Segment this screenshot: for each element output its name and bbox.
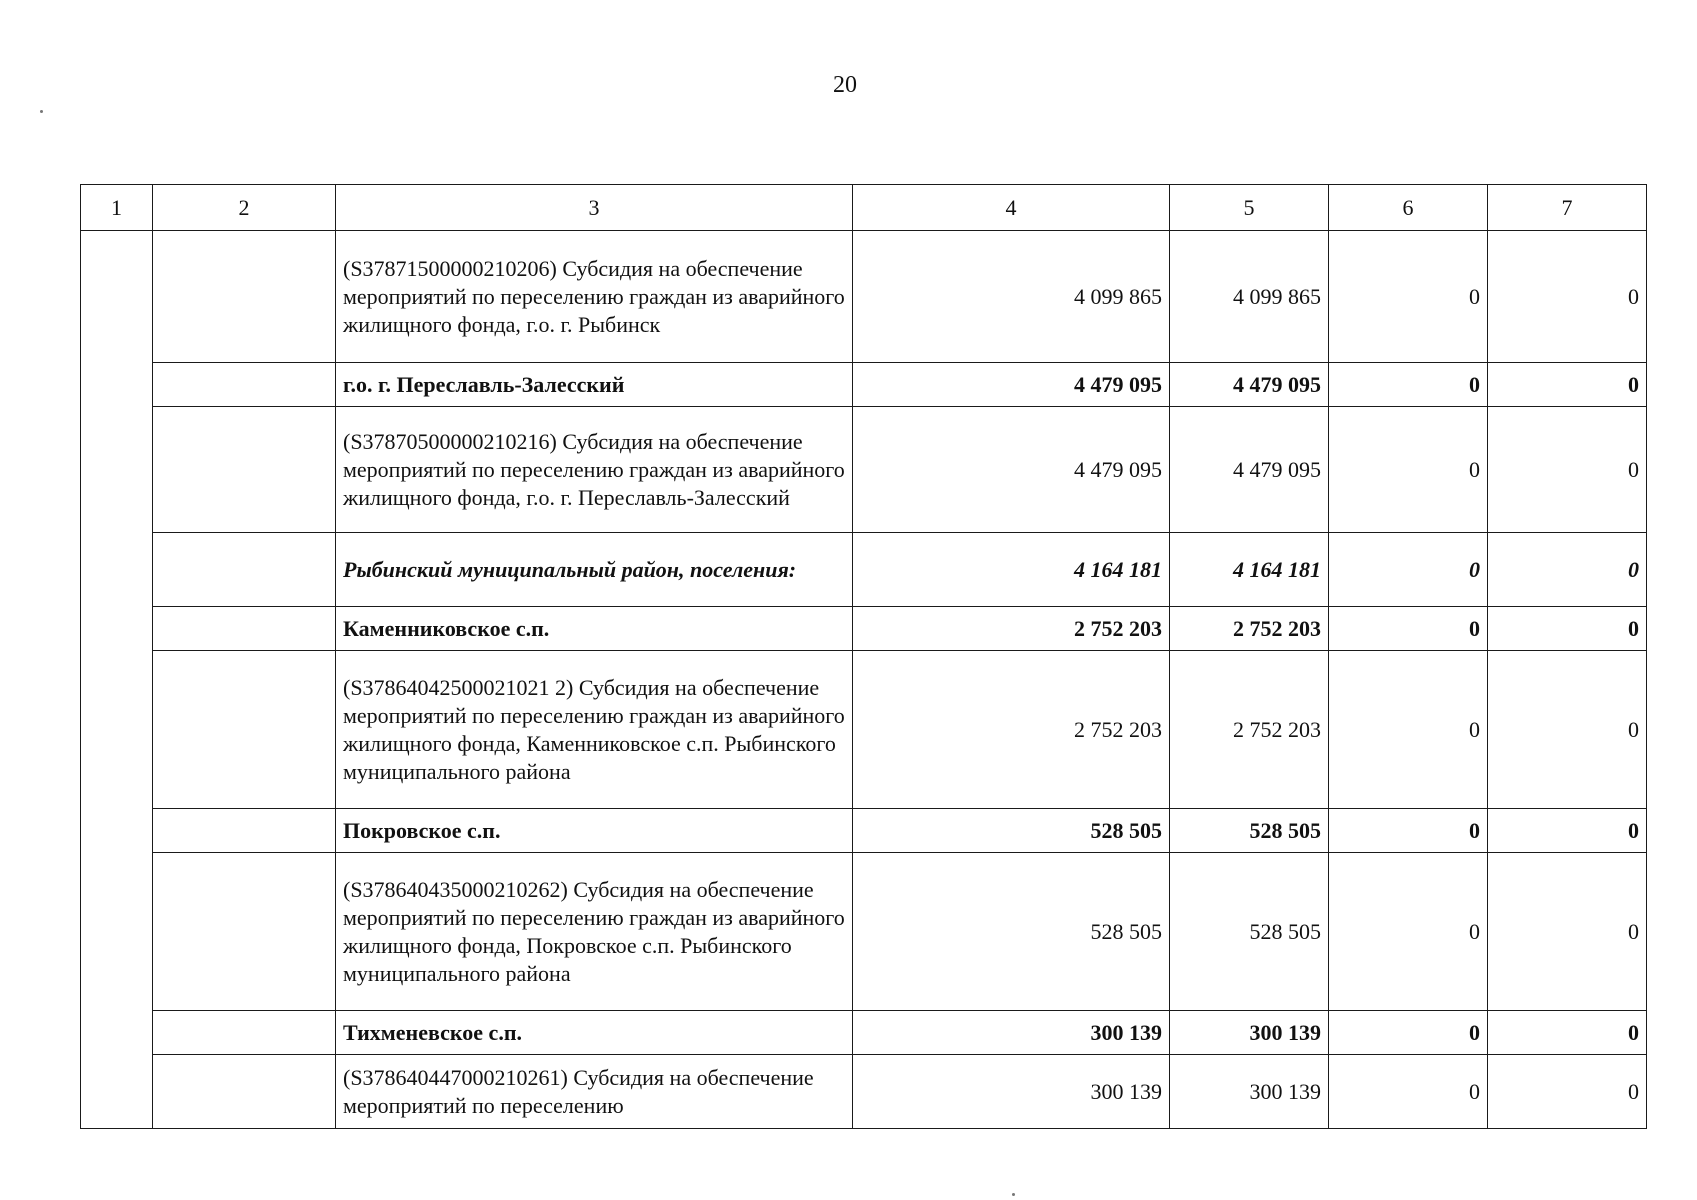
cell-col5: 4 099 865 — [1170, 231, 1329, 363]
header-cell-6: 6 — [1329, 185, 1488, 231]
cell-col4: 4 099 865 — [853, 231, 1170, 363]
cell-col6: 0 — [1329, 853, 1488, 1011]
table-row — [81, 231, 1647, 363]
table-row — [81, 1055, 1647, 1129]
cell-col5: 528 505 — [1170, 853, 1329, 1011]
cell-col4: 4 479 095 — [853, 363, 1170, 407]
cell-col-2 — [153, 533, 336, 607]
cell-col5: 300 139 — [1170, 1055, 1329, 1129]
cell-col5: 528 505 — [1170, 809, 1329, 853]
cell-col7: 0 — [1488, 533, 1647, 607]
table-header-row — [81, 185, 1647, 231]
cell-col-2 — [153, 231, 336, 363]
cell-description: (S37870500000210216) Субсидия на обеспечение мероприятий по переселению граждан из аварийного жилищного фонда, г.о. г. Переславль-Залесский — [336, 407, 853, 533]
cell-col-2 — [153, 1011, 336, 1055]
scan-speck — [40, 110, 43, 113]
cell-col6: 0 — [1329, 231, 1488, 363]
cell-col7: 0 — [1488, 607, 1647, 651]
cell-col4: 300 139 — [853, 1011, 1170, 1055]
cell-col-2 — [153, 853, 336, 1011]
cell-col6: 0 — [1329, 651, 1488, 809]
cell-col7: 0 — [1488, 853, 1647, 1011]
table-row — [81, 363, 1647, 407]
cell-col-1 — [81, 231, 153, 1129]
cell-description: (S378640435000210262) Субсидия на обеспечение мероприятий по переселению граждан из аварийного жилищного фонда, Покровское с.п. Рыбинского муниципального района — [336, 853, 853, 1011]
cell-col-2 — [153, 809, 336, 853]
cell-col4: 4 164 181 — [853, 533, 1170, 607]
cell-col7: 0 — [1488, 1055, 1647, 1129]
cell-description: Рыбинский муниципальный район, поселения: — [336, 533, 853, 607]
cell-col6: 0 — [1329, 533, 1488, 607]
cell-col5: 2 752 203 — [1170, 651, 1329, 809]
cell-col6: 0 — [1329, 1011, 1488, 1055]
cell-col6: 0 — [1329, 1055, 1488, 1129]
header-cell-5: 5 — [1170, 185, 1329, 231]
budget-table — [80, 184, 1647, 1129]
cell-col7: 0 — [1488, 1011, 1647, 1055]
table-row — [81, 407, 1647, 533]
cell-col5: 4 164 181 — [1170, 533, 1329, 607]
cell-col6: 0 — [1329, 809, 1488, 853]
table-row — [81, 809, 1647, 853]
table-row — [81, 651, 1647, 809]
cell-col4: 4 479 095 — [853, 407, 1170, 533]
cell-col7: 0 — [1488, 231, 1647, 363]
cell-col5: 4 479 095 — [1170, 407, 1329, 533]
cell-col-2 — [153, 363, 336, 407]
cell-col4: 528 505 — [853, 809, 1170, 853]
cell-description: Покровское с.п. — [336, 809, 853, 853]
table-row — [81, 533, 1647, 607]
scan-speck — [1012, 1193, 1015, 1196]
table-row — [81, 1011, 1647, 1055]
cell-col4: 2 752 203 — [853, 607, 1170, 651]
table-row — [81, 607, 1647, 651]
cell-col5: 300 139 — [1170, 1011, 1329, 1055]
table-row — [81, 853, 1647, 1011]
page-number: 20 — [833, 72, 857, 98]
header-cell-7: 7 — [1488, 185, 1647, 231]
cell-description: (S37864042500021021 2) Субсидия на обеспечение мероприятий по переселению граждан из аварийного жилищного фонда, Каменниковское с.п. Рыбинского муниципального района — [336, 651, 853, 809]
cell-col7: 0 — [1488, 407, 1647, 533]
cell-col5: 2 752 203 — [1170, 607, 1329, 651]
header-cell-4: 4 — [853, 185, 1170, 231]
cell-col6: 0 — [1329, 407, 1488, 533]
cell-description: Каменниковское с.п. — [336, 607, 853, 651]
cell-col4: 528 505 — [853, 853, 1170, 1011]
cell-description: г.о. г. Переславль-Залесский — [336, 363, 853, 407]
cell-col-2 — [153, 651, 336, 809]
cell-col7: 0 — [1488, 651, 1647, 809]
cell-col-2 — [153, 407, 336, 533]
cell-col7: 0 — [1488, 809, 1647, 853]
cell-description: (S37871500000210206) Субсидия на обеспечение мероприятий по переселению граждан из аварийного жилищного фонда, г.о. г. Рыбинск — [336, 231, 853, 363]
cell-col6: 0 — [1329, 363, 1488, 407]
cell-col-2 — [153, 1055, 336, 1129]
cell-description: Тихменевское с.п. — [336, 1011, 853, 1055]
cell-col7: 0 — [1488, 363, 1647, 407]
cell-col4: 300 139 — [853, 1055, 1170, 1129]
header-cell-3: 3 — [336, 185, 853, 231]
cell-col5: 4 479 095 — [1170, 363, 1329, 407]
cell-col6: 0 — [1329, 607, 1488, 651]
cell-col-2 — [153, 607, 336, 651]
header-cell-1: 1 — [81, 185, 153, 231]
cell-description: (S378640447000210261) Субсидия на обеспечение мероприятий по переселению — [336, 1055, 853, 1129]
cell-col4: 2 752 203 — [853, 651, 1170, 809]
header-cell-2: 2 — [153, 185, 336, 231]
